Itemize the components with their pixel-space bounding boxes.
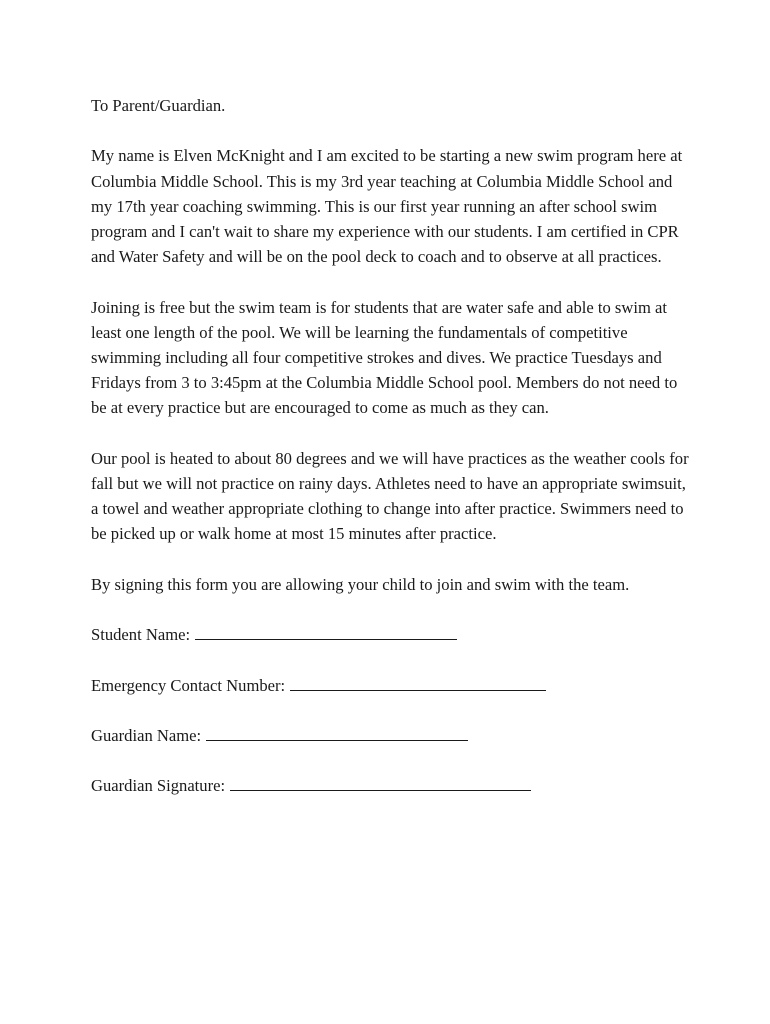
emergency-contact-blank[interactable] <box>290 676 546 691</box>
paragraph-joining: Joining is free but the swim team is for students that are water safe and able to swim at least one length of the pool. We will be learning the fundamentals of competitive swimming including all four competitive strokes and dives. We practice Tuesdays and Fridays from 3 to 3:45pm at the Columbia Middle School pool. Members do not need to be at every practice but are encouraged to come as much as they can. <box>91 297 678 418</box>
paragraph-introduction: My name is Elven McKnight and I am excited to be starting a new swim program here at Columbia Middle School. This is my 3rd year teaching at Columbia Middle School and my 17th year coaching swimming. This is our first year running an after school swim program and I can't wait to share my experience with our students. I am certified in CPR and Water Safety and will be on the pool deck to coach and to observe at all practices. <box>91 146 683 267</box>
permission-letter <box>91 93 691 799</box>
emergency-contact-label: Emergency Contact Number: <box>91 675 286 695</box>
salutation: To Parent/Guardian. <box>91 96 226 115</box>
guardian-name-field <box>91 723 691 748</box>
guardian-name-label: Guardian Name: <box>91 725 202 745</box>
paragraph-consent: By signing this form you are allowing your child to join and swim with the team. <box>91 574 630 594</box>
guardian-signature-label: Guardian Signature: <box>91 776 226 796</box>
paragraph-requirements: Our pool is heated to about 80 degrees and we will have practices as the weather cools for fall but we will not practice on rainy days. Athletes need to have an appropriate swimsuit, a towel and weather appropriate clothing to change into after practice. Swimmers need to be picked up or walk home at most 15 minutes after practice. <box>91 448 689 544</box>
emergency-contact-field <box>91 673 691 698</box>
student-name-field <box>91 622 691 647</box>
student-name-blank[interactable] <box>195 625 457 640</box>
guardian-name-blank[interactable] <box>206 726 468 741</box>
guardian-signature-blank[interactable] <box>230 776 531 791</box>
guardian-signature-field <box>91 773 691 798</box>
student-name-label: Student Name: <box>91 625 191 645</box>
